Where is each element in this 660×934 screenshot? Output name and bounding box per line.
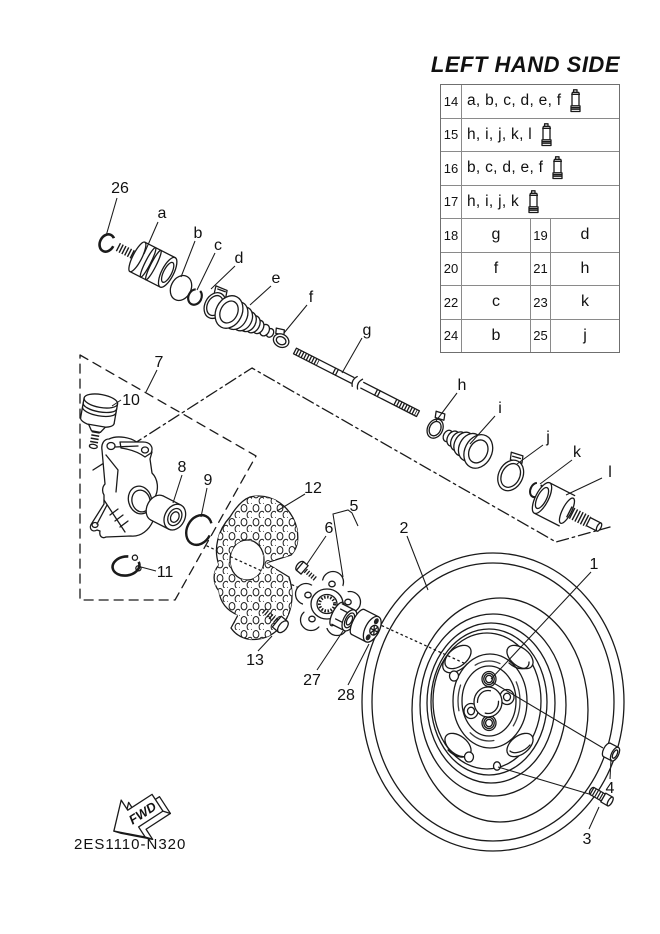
callout-3: 3	[582, 831, 592, 848]
callout-l: l	[608, 464, 612, 481]
row-number: 21	[530, 253, 551, 286]
row-number: 25	[530, 320, 551, 353]
row-letters: b, c, d, e, f	[467, 159, 544, 177]
cv-joint-inner-drawing	[110, 232, 180, 290]
callout-f: f	[308, 289, 314, 306]
snap-ring-11-drawing	[111, 554, 141, 577]
row-letter: c	[492, 293, 500, 311]
row-number: 23	[530, 286, 551, 319]
callout-10: 10	[122, 392, 140, 409]
row-number: 14	[441, 85, 462, 118]
row-number: 20	[441, 253, 462, 286]
drive-shaft-drawing	[293, 346, 421, 418]
circlip-26-drawing	[97, 232, 118, 254]
circlip-9-drawing	[181, 511, 216, 550]
center-bore	[474, 687, 502, 717]
callout-12: 12	[304, 480, 322, 497]
page-title: LEFT HAND SIDE	[430, 52, 620, 77]
row-number: 18	[441, 219, 462, 252]
row-letters: a, b, c, d, e, f	[467, 92, 562, 110]
callout-13: 13	[246, 652, 264, 669]
row-number: 19	[530, 219, 551, 252]
row-letter: f	[493, 259, 499, 277]
row-letter: k	[581, 293, 589, 311]
row-number: 17	[441, 186, 462, 219]
callout-a: a	[157, 205, 167, 222]
callout-g: g	[362, 322, 372, 339]
callout-6: 6	[324, 520, 334, 537]
callout-4: 4	[605, 780, 615, 797]
callout-h: h	[457, 377, 467, 394]
callout-27: 27	[303, 672, 321, 689]
callout-1: 1	[589, 556, 599, 573]
drawing-number: 2ES1110-N320	[74, 836, 187, 853]
row-number: 15	[441, 119, 462, 152]
callout-d: d	[234, 250, 244, 267]
callout-26: 26	[111, 180, 129, 197]
callout-11: 11	[156, 564, 174, 581]
row-letter: j	[583, 326, 587, 344]
callout-9: 9	[203, 472, 213, 489]
row-letter: b	[491, 326, 501, 344]
rim-small-hole	[450, 671, 459, 681]
callout-8: 8	[177, 459, 187, 476]
callout-b: b	[193, 225, 203, 242]
callout-e: e	[271, 270, 281, 287]
row-letter: h	[580, 259, 590, 277]
row-letter: d	[580, 226, 590, 244]
wheel-rim-drawing	[420, 614, 566, 796]
row-number: 22	[441, 286, 462, 319]
boot-band-j-drawing	[493, 450, 532, 496]
row-letter: g	[491, 226, 501, 244]
rim-small-hole	[465, 752, 474, 762]
callout-j: j	[546, 429, 550, 446]
callout-5: 5	[349, 498, 359, 515]
row-letters: h, i, j, k	[467, 192, 520, 210]
row-letters: h, i, j, k, l	[467, 125, 533, 143]
bolt-6-drawing	[294, 560, 319, 583]
row-number: 16	[441, 152, 462, 185]
steering-knuckle-drawing	[90, 437, 157, 538]
callout-28: 28	[337, 687, 355, 704]
callout-2: 2	[399, 520, 409, 537]
callout-c: c	[214, 237, 222, 254]
row-number: 24	[441, 320, 462, 353]
clip-c-drawing	[186, 287, 205, 307]
fwd-label: FWD	[125, 798, 159, 828]
fwd-arrow	[102, 782, 177, 855]
callout-7: 7	[154, 354, 164, 371]
callout-i: i	[498, 400, 502, 417]
valve-hole	[494, 762, 501, 770]
callout-k: k	[573, 444, 581, 461]
cv-boot-i-drawing	[436, 418, 498, 473]
